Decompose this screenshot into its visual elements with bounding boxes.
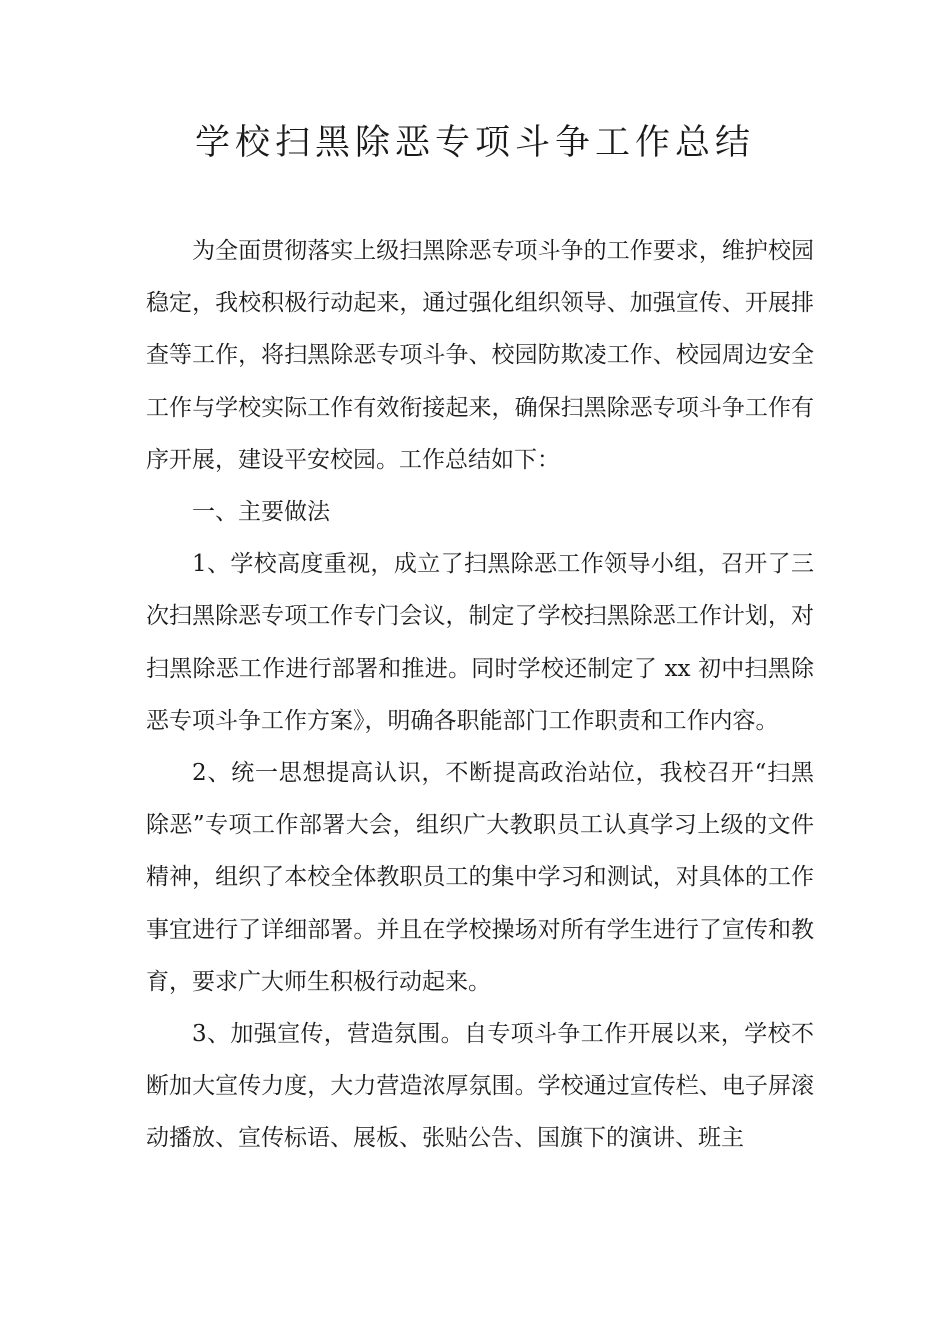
intro-paragraph: 为全面贯彻落实上级扫黑除恶专项斗争的工作要求，维护校园稳定，我校积极行动起来，通过强化组织领导、加强宣传、开展排查等工作，将扫黑除恶专项斗争、校园防欺凌工作、校园周边安全工作与学校实际工作有效衔接起来，确保扫黑除恶专项斗争工作有序开展，建设平安校园。工作总结如下： bbox=[146, 238, 814, 473]
section-heading: 一、主要做法 bbox=[192, 499, 330, 526]
item-1-paragraph: 1、学校高度重视，成立了扫黑除恶工作领导小组，召开了三次扫黑除恶专项工作专门会议，制定了学校扫黑除恶工作计划，对扫黑除恶工作进行部署和推进。同时学校还制定了 xx 初中扫黑除恶专项斗争工作方案》，明确各职能部门工作职责和工作内容。 bbox=[146, 551, 814, 734]
item-3-paragraph: 3、加强宣传，营造氛围。自专项斗争工作开展以来，学校不断加大宣传力度，大力营造浓厚氛围。学校通过宣传栏、电子屏滚动播放、宣传标语、展板、张贴公告、国旗下的演讲、班主 bbox=[146, 1021, 814, 1152]
document-title: 学校扫黑除恶专项斗争工作总结 bbox=[194, 123, 755, 163]
document-body bbox=[146, 225, 814, 1165]
item-2-paragraph: 2、统一思想提高认识，不断提高政治站位，我校召开“扫黑除恶”专项工作部署大会，组织广大教职员工认真学习上级的文件精神，组织了本校全体教职员工的集中学习和测试，对具体的工作事宜进行了详细部署。并且在学校操场对所有学生进行了宣传和教育，要求广大师生积极行动起来。 bbox=[146, 760, 814, 995]
